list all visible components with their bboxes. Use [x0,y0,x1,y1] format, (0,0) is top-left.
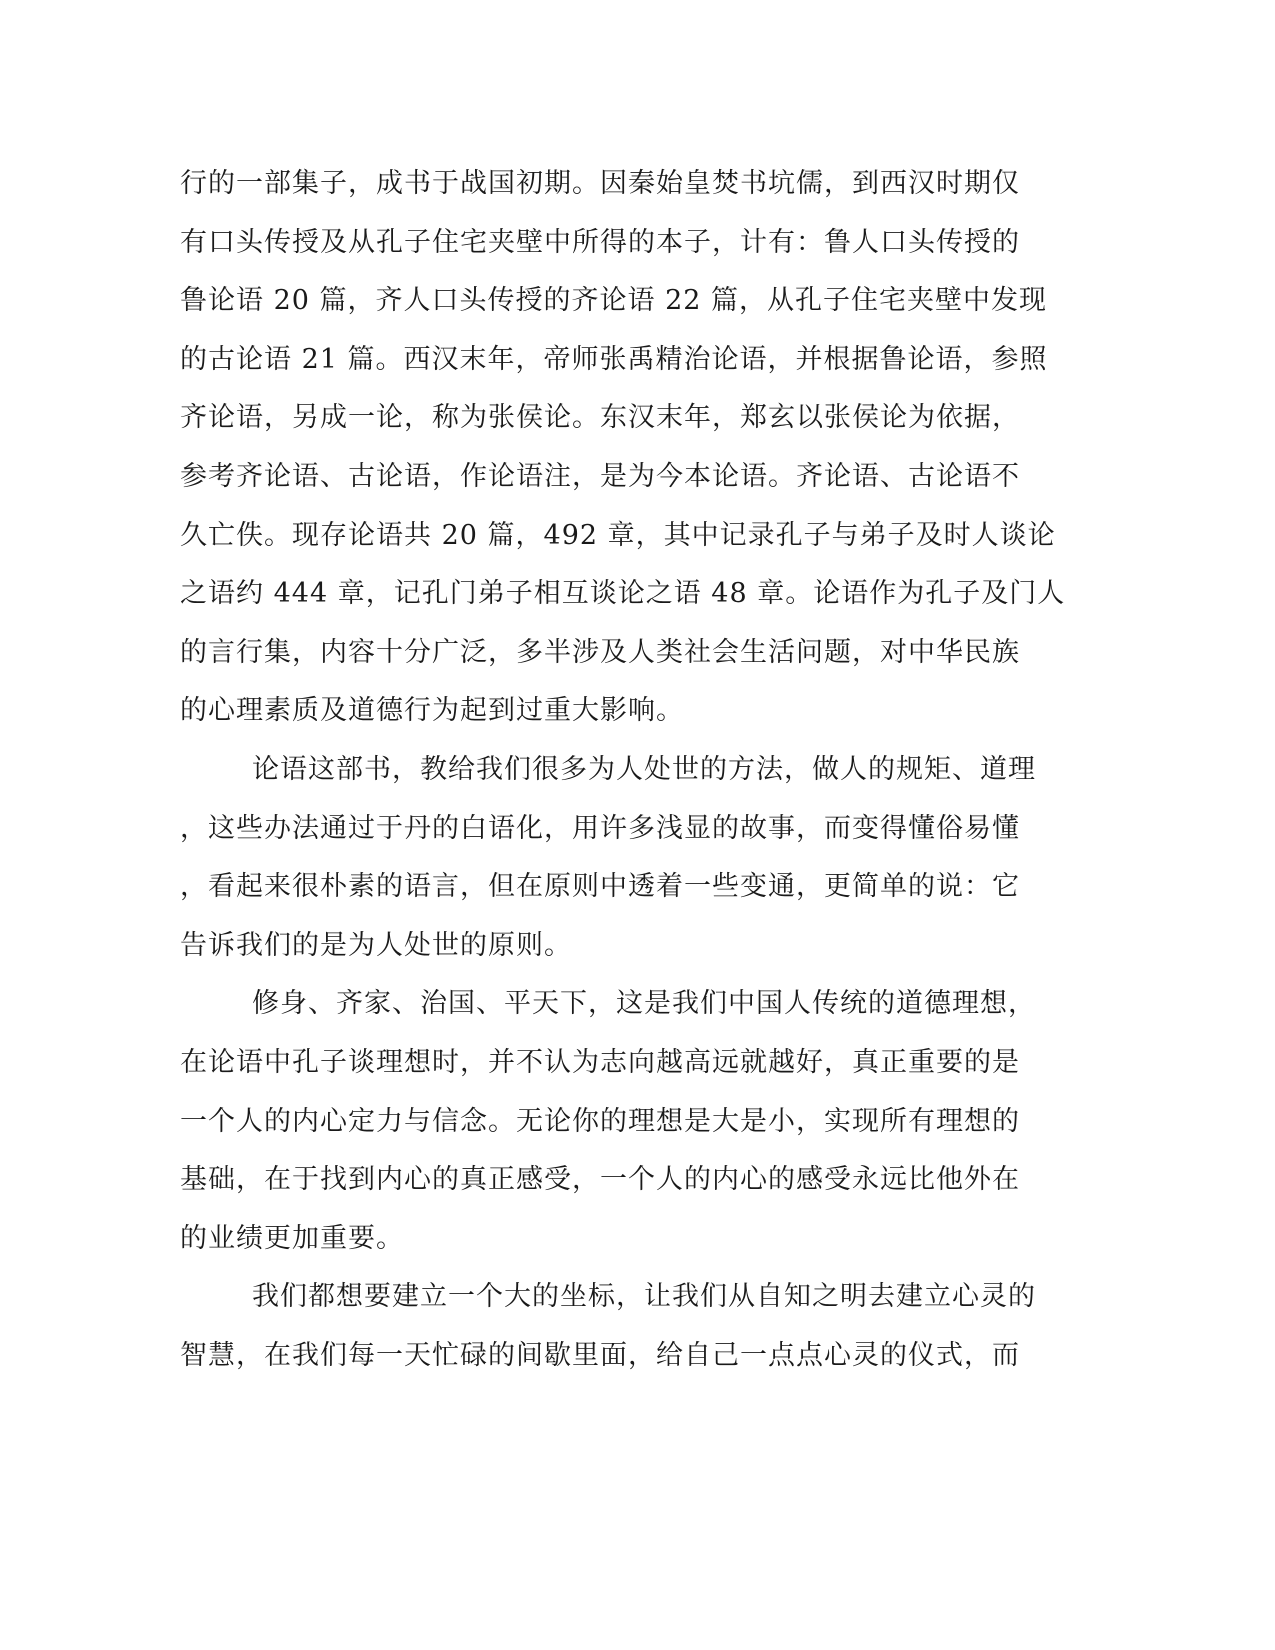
text-line: 一个人的内心定力与信念。无论你的理想是大是小，实现所有理想的 [180,1105,1020,1137]
text-line: 的言行集，内容十分广泛，多半涉及人类社会生活问题，对中华民族 [180,636,1020,668]
text-line: 鲁论语 20 篇，齐人口头传授的齐论语 22 篇，从孔子住宅夹壁中发现 [180,285,1048,317]
body-text [180,155,1066,1385]
text-line: ，这些办法通过于丹的白语化，用许多浅显的故事，而变得懂俗易懂 [180,812,1020,844]
text-line: 参考齐论语、古论语，作论语注，是为今本论语。齐论语、古论语不 [180,460,1020,492]
text-line: 的业绩更加重要。 [180,1222,404,1254]
text-line: 在论语中孔子谈理想时，并不认为志向越高远就越好，真正重要的是 [180,1046,1020,1078]
text-line: 论语这部书，教给我们很多为人处世的方法，做人的规矩、道理 [252,753,1036,785]
text-line: 久亡佚。现存论语共 20 篇，492 章，其中记录孔子与弟子及时人谈论 [180,519,1056,551]
text-line: 基础，在于找到内心的真正感受，一个人的内心的感受永远比他外在 [180,1164,1020,1196]
text-line: 修身、齐家、治国、平天下，这是我们中国人传统的道德理想， [252,988,1036,1020]
text-line: 有口头传授及从孔子住宅夹壁中所得的本子，计有：鲁人口头传授的 [180,226,1020,258]
text-line: ，看起来很朴素的语言，但在原则中透着一些变通，更简单的说：它 [180,871,1020,903]
text-line: 的古论语 21 篇。西汉末年，帝师张禹精治论语，并根据鲁论语，参照 [180,343,1048,375]
text-line: 齐论语，另成一论，称为张侯论。东汉末年，郑玄以张侯论为依据， [180,402,1020,434]
text-line: 行的一部集子，成书于战国初期。因秦始皇焚书坑儒，到西汉时期仅 [180,168,1020,199]
text-line: 告诉我们的是为人处世的原则。 [180,929,572,961]
text-line: 智慧，在我们每一天忙碌的间歇里面，给自己一点点心灵的仪式，而 [180,1339,1020,1371]
text-line: 的心理素质及道德行为起到过重大影响。 [180,695,684,727]
text-line: 之语约 444 章，记孔门弟子相互谈论之语 48 章。论语作为孔子及门人 [180,578,1066,610]
text-line: 我们都想要建立一个大的坐标，让我们从自知之明去建立心灵的 [252,1281,1036,1313]
